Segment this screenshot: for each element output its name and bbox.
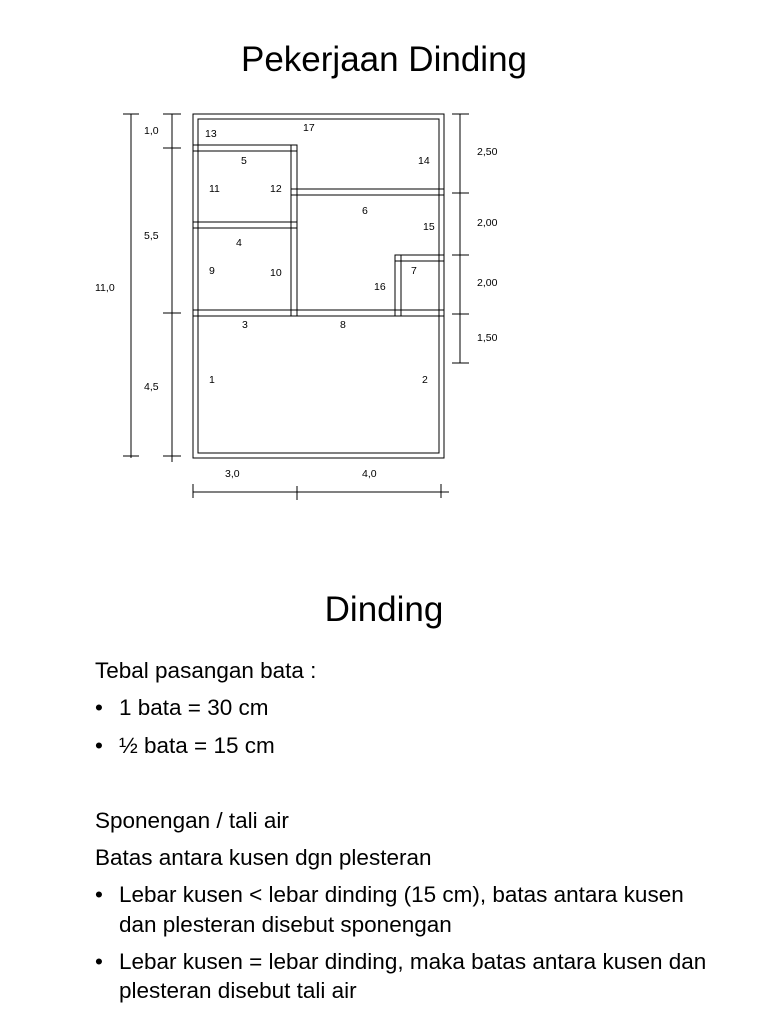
wall-label: 5 — [241, 155, 247, 167]
wall-label: 9 — [209, 265, 215, 277]
brick-heading: Tebal pasangan bata : — [95, 658, 317, 683]
wall-label: 3 — [242, 319, 248, 331]
wall-label: 11 — [209, 183, 220, 195]
wall-4 — [193, 222, 297, 228]
dimension-label: 4,0 — [362, 468, 377, 480]
wall-label: 4 — [236, 237, 242, 249]
wall-label: 2 — [422, 374, 428, 386]
dimension-bottom — [193, 468, 449, 500]
wall-16 — [395, 255, 401, 316]
outer-walls — [193, 114, 444, 458]
batas-list — [95, 880, 715, 1005]
wall-label: 17 — [303, 122, 315, 134]
dimension-label: 1,50 — [477, 332, 498, 344]
wall-label: 16 — [374, 281, 386, 293]
bullet-icon: • — [95, 948, 103, 974]
page-title: Pekerjaan Dinding — [240, 40, 527, 79]
sponengan-heading: Sponengan / tali air — [95, 807, 289, 833]
wall-label: 12 — [270, 183, 282, 195]
brick-list — [95, 693, 715, 760]
wall-label: 13 — [205, 128, 217, 140]
dimension-label: 1,0 — [144, 125, 159, 137]
dimension-right-segments — [452, 114, 498, 363]
wall-7 — [395, 255, 444, 261]
wall-label: 7 — [411, 265, 417, 277]
wall-label: 14 — [418, 155, 430, 167]
bullet-icon: • — [95, 882, 103, 908]
list-item-text: ½ bata = 15 cm — [119, 732, 275, 758]
list-item — [95, 693, 715, 722]
dimension-label: 3,0 — [225, 468, 240, 480]
wall-label: 8 — [340, 319, 346, 331]
bullet-icon: • — [95, 732, 103, 758]
wall-labels — [205, 122, 435, 386]
list-item-text: Lebar kusen = lebar dinding, maka batas antara kusen dan plesteran disebut tali air — [119, 948, 707, 1003]
section-content — [95, 656, 715, 1013]
wall-5 — [193, 145, 297, 151]
dimension-left-total — [95, 114, 139, 458]
dimension-label: 2,50 — [477, 146, 498, 158]
section-title: Dinding — [324, 590, 444, 629]
list-item — [95, 880, 715, 939]
dimension-label: 2,00 — [477, 217, 498, 229]
wall-3-8 — [193, 310, 444, 316]
wall-label: 10 — [270, 267, 282, 279]
dimension-left-segments — [144, 114, 181, 462]
outer-wall-inner-line — [198, 119, 439, 453]
wall-6 — [291, 189, 444, 195]
wall-12-10 — [291, 145, 297, 316]
dimension-label: 2,00 — [477, 277, 498, 289]
wall-label: 6 — [362, 205, 368, 217]
list-item-text: 1 bata = 30 cm — [119, 695, 269, 721]
dimension-label: 4,5 — [144, 381, 159, 393]
outer-wall-outer-line — [193, 114, 444, 458]
wall-label: 1 — [209, 374, 215, 386]
list-item — [95, 947, 715, 1006]
list-item-text: Lebar kusen < lebar dinding (15 cm), batas antara kusen dan plesteran disebut sponengan — [119, 882, 684, 937]
batas-heading: Batas antara kusen dgn plesteran — [95, 845, 432, 870]
list-item — [95, 731, 715, 760]
dimension-label: 5,5 — [144, 230, 159, 242]
spacer — [95, 768, 715, 806]
bullet-icon: • — [95, 695, 103, 721]
interior-walls — [193, 145, 444, 316]
dimension-label: 11,0 — [95, 282, 115, 294]
wall-label: 15 — [423, 221, 435, 233]
